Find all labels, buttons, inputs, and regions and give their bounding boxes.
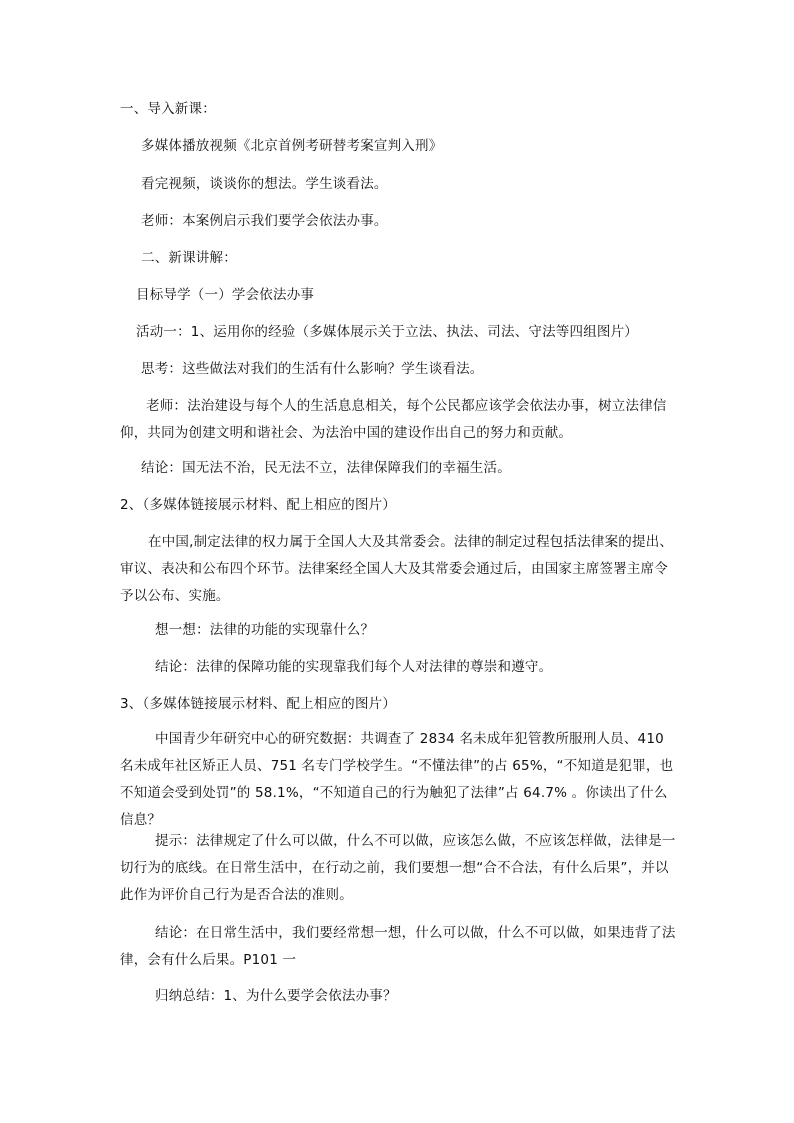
paragraph-legislation: 在中国,制定法律的权力属于全国人大及其常委会。法律的制定过程包括法律案的提出、审议、表决和公布四个环节。法律案经全国人大及其常委会通过后，由国家主席签署主席令予以公布、实施。 xyxy=(120,534,674,604)
paragraph-summary: 归纳总结：1、为什么要学会依法办事？ xyxy=(155,988,397,1004)
paragraph-conclusion-two: 结论：法律的保障功能的实现靠我们每个人对法律的尊崇和遵守。 xyxy=(155,659,553,675)
paragraph-item-two: 2、（多媒体链接展示材料、配上相应的图片） xyxy=(120,497,397,513)
paragraph-activity-one: 活动一：1、运用你的经验（多媒体展示关于立法、执法、司法、守法等四组图片） xyxy=(136,324,638,340)
paragraph-think: 思考：这些做法对我们的生活有什么影响？学生谈看法。 xyxy=(141,361,484,377)
paragraph-conclusion-three: 结论：在日常生活中，我们要经常想一想，什么可以做，什么不可以做，如果违背了法律，会有什么后果。P101 一 xyxy=(120,925,676,968)
paragraph-goal-one: 目标导学（一）学会依法办事 xyxy=(136,287,315,303)
paragraph-teacher-rule-of-law: 老师：法治建设与每个人的生活息息相关，每个公民都应该学会依法办事，树立法律信仰，共同为创建文明和谐社会、为法治中国的建设作出自己的努力和贡献。 xyxy=(120,398,667,441)
paragraph-video: 多媒体播放视频《北京首例考研替考案宣判入刑》 xyxy=(141,138,443,154)
paragraph-research-data: 中国青少年研究中心的研究数据：共调查了 2834 名未成年犯管教所服刑人员、410 名未成年社区矫正人员、751 名专门学校学生。“不懂法律”的占 65%，“不知道是犯罪，也不知道会受到处罚”的 58.1%，“不知道自己的行为触犯了法律”占 64.7% 。你读出了什么信息？ xyxy=(120,731,674,828)
section-heading-new-lesson: 二、新课讲解： xyxy=(141,250,237,266)
paragraph-think-two: 想一想：法律的功能的实现靠什么？ xyxy=(155,622,375,638)
paragraph-item-three: 3、（多媒体链接展示材料、配上相应的图片） xyxy=(120,696,397,712)
paragraph-teacher-intro: 老师：本案例启示我们要学会依法办事。 xyxy=(141,213,388,229)
section-heading-intro: 一、导入新课： xyxy=(120,101,216,117)
paragraph-hint: 提示：法律规定了什么可以做，什么不可以做，应该怎么做，不应该怎样做，法律是一切行为的底线。在日常生活中，在行动之前，我们要想一想“合不合法，有什么后果”，并以此作为评价自己行为是否合法的准则。 xyxy=(120,833,676,903)
paragraph-conclusion-one: 结论：国无法不治，民无法不立，法律保障我们的幸福生活。 xyxy=(141,460,511,476)
paragraph-discussion: 看完视频，谈谈你的想法。学生谈看法。 xyxy=(141,176,388,192)
